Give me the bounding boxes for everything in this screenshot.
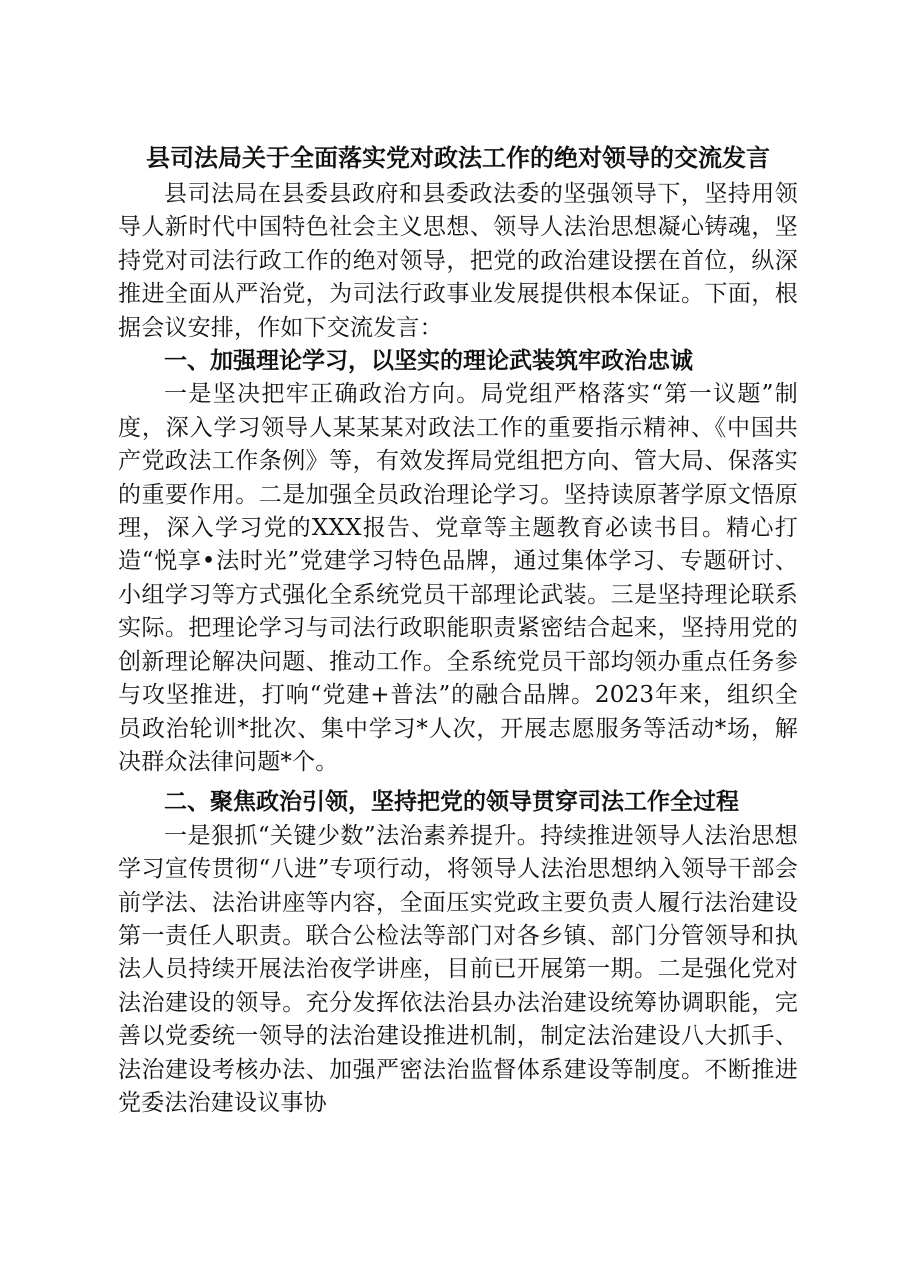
section-2-body: 一是狠抓“关键少数”法治素养提升。持续推进领导人法治思想学习宣传贯彻“八进”专项行动，将领导人法治思想纳入领导干部会前学法、法治讲座等内容，全面压实党政主要负责人履行法治建设第一责任人职责。联合公检法等部门对各乡镇、部门分管领导和执法人员持续开展法治夜学讲座，目前已开展第一期。二是强化党对法治建设的领导。充分发挥依法治县办法治建设统筹协调职能，完善以党委统一领导的法治建设推进机制，制定法治建设八大抓手、法治建设考核办法、加强严密法治监督体系建设等制度。不断推进党委法治建设议事协 xyxy=(118,822,798,1116)
document-page xyxy=(118,138,798,1120)
section-1-body: 一是坚决把牢正确政治方向。局党组严格落实“第一议题”制度，深入学习领导人某某某对政法工作的重要指示精神、《中国共产党政法工作条例》等，有效发挥局党组把方向、管大局、保落实的重要作用。二是加强全员政治理论学习。坚持读原著学原文悟原理，深入学习党的XXX报告、党章等主题教育必读书目。精心打造“悦享•法时光”党建学习特色品牌，通过集体学习、专题研讨、小组学习等方式强化全系统党员干部理论武装。三是坚持理论联系实际。把理论学习与司法行政职能职责紧密结合起来，坚持用党的创新理论解决问题、推动工作。全系统党员干部均领办重点任务参与攻坚推进，打响“党建+普法”的融合品牌。2023年来，组织全员政治轮训*批次、集中学习*人次，开展志愿服务等活动*场，解决群众法律问题*个。 xyxy=(118,381,798,775)
section-1-heading: 一、加强理论学习，以坚实的理论武装筑牢政治忠诚 xyxy=(164,348,693,375)
intro-paragraph: 县司法局在县委县政府和县委政法委的坚强领导下，坚持用领导人新时代中国特色社会主义思想、领导人法治思想凝心铸魂，坚持党对司法行政工作的绝对领导，把党的政治建设摆在首位，纵深推进全面从严治党，为司法行政事业发展提供根本保证。下面，根据会议安排，作如下交流发言： xyxy=(118,181,798,341)
section-2-heading: 二、聚焦政治引领，坚持把党的领导贯穿司法工作全过程 xyxy=(164,789,739,816)
document-title: 县司法局关于全面落实党对政法工作的绝对领导的交流发言 xyxy=(146,144,770,172)
